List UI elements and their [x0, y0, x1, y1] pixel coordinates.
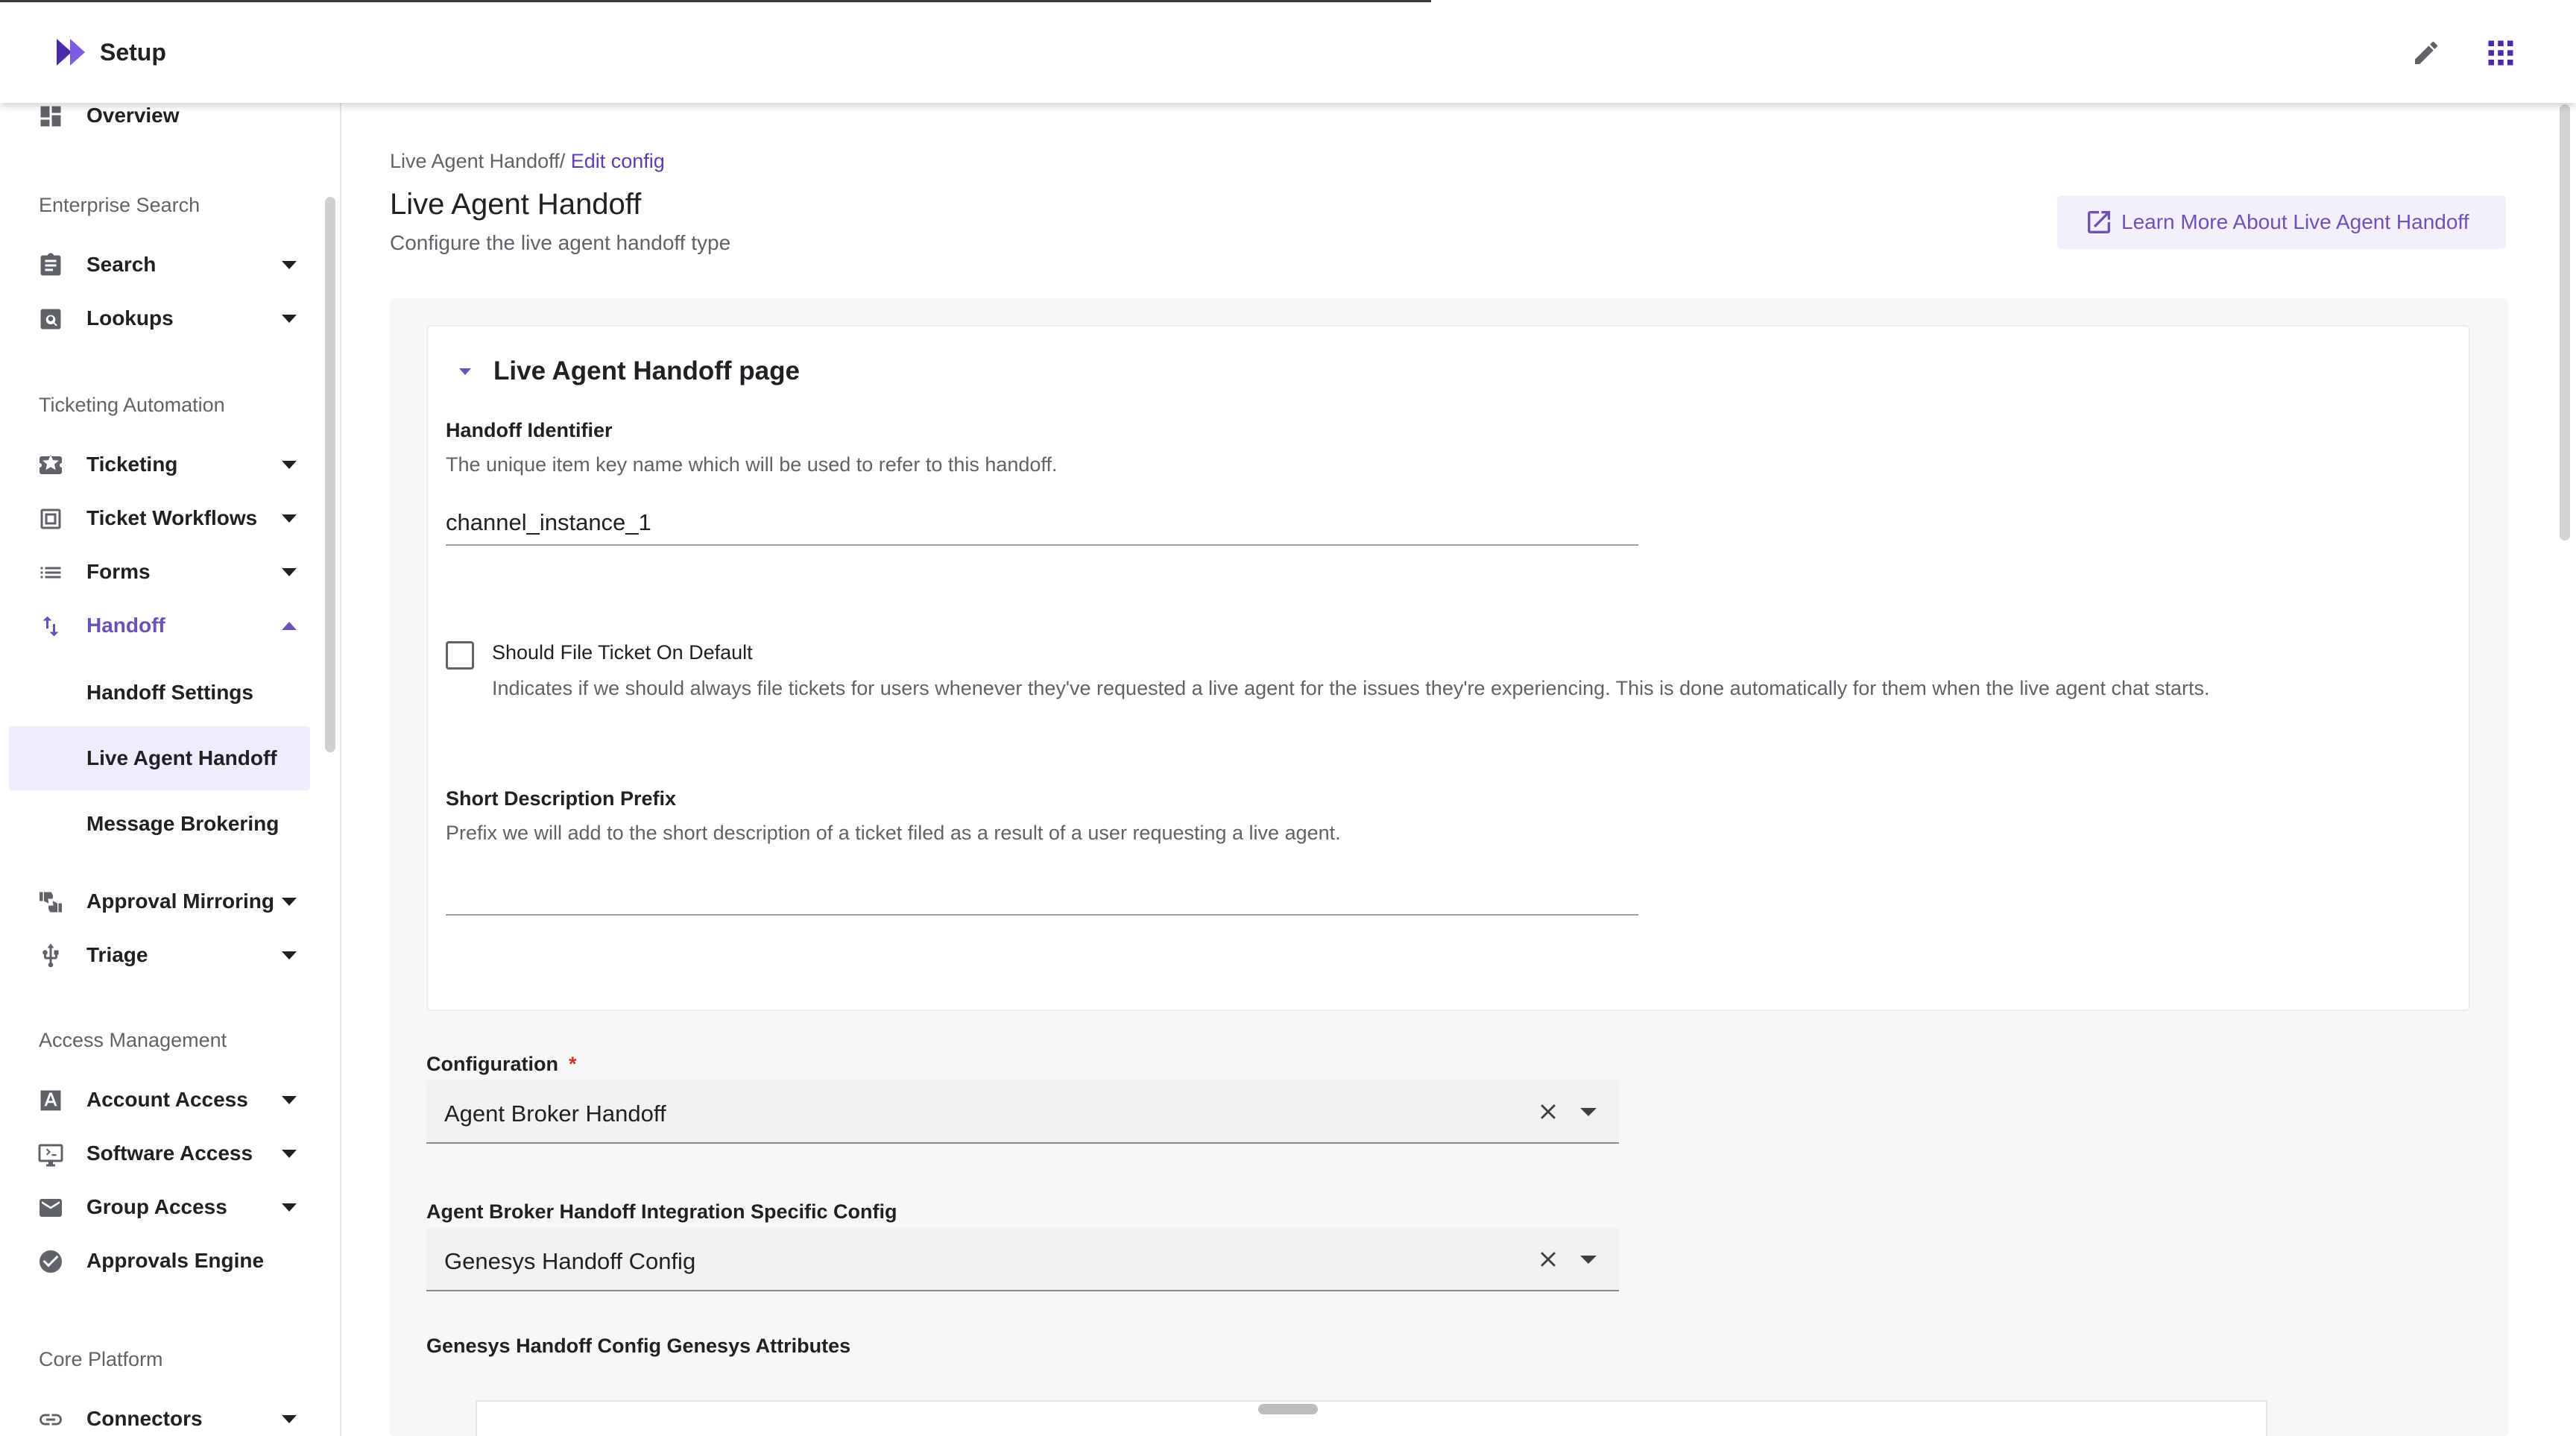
breadcrumb: [390, 148, 665, 174]
apps-grid-button[interactable]: [2482, 34, 2519, 72]
chevron-down-icon: [282, 1203, 297, 1212]
handoff-identifier-label: Handoff Identifier: [446, 419, 613, 441]
sidebar-item-label: Software Access: [86, 1141, 253, 1165]
sidebar-item-label: Lookups: [86, 306, 174, 330]
sidebar-item-label: Forms: [86, 560, 151, 583]
short-desc-prefix-help: Prefix we will add to the short description of a ticket filed as a result of a user requesting a live agent.: [446, 822, 1341, 844]
swap-vertical-icon: [36, 613, 66, 640]
breadcrumb-separator: /: [559, 150, 566, 172]
section-title-access-management: Access Management: [39, 1029, 227, 1051]
fast-forward-icon[interactable]: [54, 36, 89, 69]
top-app-bar: [0, 0, 2576, 103]
sidebar-item-label: Search: [86, 253, 157, 276]
page-subtitle: Configure the live agent handoff type: [390, 231, 731, 254]
sidebar-item-label: Handoff: [86, 614, 165, 637]
chevron-down-icon[interactable]: [1580, 1256, 1597, 1264]
clipboard-icon: [36, 252, 66, 279]
sidebar-item-label: Group Access: [86, 1195, 227, 1218]
sidebar-item-lookups[interactable]: [0, 295, 321, 341]
sidebar-item-connectors[interactable]: [0, 1396, 321, 1436]
chevron-down-icon: [282, 514, 297, 523]
magnify-doc-icon: [36, 306, 66, 333]
sidebar-item-label: Ticket Workflows: [86, 506, 258, 529]
collapse-caret-icon[interactable]: [459, 368, 471, 375]
sidebar-item-label: Overview: [86, 104, 180, 127]
handoff-identifier-input[interactable]: [446, 501, 1638, 546]
sidebar-subitem-live-agent-handoff[interactable]: [9, 726, 310, 790]
link-icon: [36, 1406, 66, 1433]
sidebar-item-approvals-engine[interactable]: [0, 1238, 321, 1284]
sidebar-nav: [0, 103, 321, 1436]
configuration-label-text: Configuration: [426, 1053, 558, 1075]
sidebar-item-label: Approval Mirroring: [86, 889, 275, 913]
configuration-value: Agent Broker Handoff: [444, 1100, 666, 1127]
configuration-select[interactable]: [426, 1080, 1619, 1144]
resize-handle[interactable]: [1258, 1404, 1318, 1414]
sidebar-item-label: Connectors: [86, 1407, 203, 1430]
loading-progress-line: [0, 0, 1431, 2]
sidebar-item-search[interactable]: [0, 242, 321, 288]
genesys-attributes-label: Genesys Handoff Config Genesys Attributes: [426, 1335, 851, 1357]
open-in-new-icon: [2084, 207, 2114, 237]
file-ticket-help: Indicates if we should always file tickets for users whenever they've requested a live agent for the issues they're experiencing. This is done automatically for them when the live agent chat starts.: [492, 677, 2210, 699]
integration-config-label: Agent Broker Handoff Integration Specific Config: [426, 1200, 897, 1223]
sidebar-item-label: Approvals Engine: [86, 1249, 265, 1272]
sidebar-item-ticketing[interactable]: [0, 441, 321, 488]
sidebar-item-group-access[interactable]: [0, 1184, 321, 1230]
short-desc-prefix-label: Short Description Prefix: [446, 787, 677, 810]
sidebar-item-forms[interactable]: [0, 549, 321, 595]
short-desc-prefix-input[interactable]: [446, 871, 1638, 916]
sidebar-item-label: Ticketing: [86, 453, 178, 476]
sidebar-subitem-label: Handoff Settings: [86, 681, 253, 704]
chevron-down-icon: [282, 898, 297, 906]
sidebar-item-label: Account Access: [86, 1088, 248, 1111]
ticket-star-icon: [36, 452, 66, 479]
chevron-down-icon[interactable]: [1580, 1108, 1597, 1116]
sidebar-item-approval-mirroring[interactable]: [0, 878, 321, 925]
sidebar-divider: [340, 103, 341, 1436]
learn-more-button[interactable]: [2057, 195, 2506, 249]
file-ticket-checkbox[interactable]: [446, 641, 474, 670]
sidebar-subitem-handoff-settings[interactable]: [9, 661, 310, 725]
section-title-enterprise-search: Enterprise Search: [39, 194, 201, 216]
chevron-down-icon: [282, 1150, 297, 1158]
breadcrumb-current[interactable]: Edit config: [570, 150, 665, 172]
sidebar-subitem-label: Live Agent Handoff: [86, 746, 277, 769]
pencil-icon: [2411, 38, 2441, 68]
sidebar-item-software-access[interactable]: [0, 1130, 321, 1177]
configuration-label: [426, 1051, 576, 1077]
usb-fork-icon: [36, 942, 66, 969]
sidebar-item-triage[interactable]: [0, 932, 321, 978]
integration-config-select[interactable]: [426, 1227, 1619, 1291]
close-icon[interactable]: [1535, 1099, 1561, 1124]
mail-icon: [36, 1194, 66, 1221]
genesys-attributes-editor[interactable]: [476, 1400, 2267, 1436]
chevron-up-icon: [282, 622, 297, 630]
sidebar-item-label: Triage: [86, 943, 148, 966]
sidebar-item-account-access[interactable]: [0, 1077, 321, 1123]
list-icon: [36, 559, 66, 586]
sidebar-item-handoff[interactable]: [0, 602, 321, 649]
integration-config-value: Genesys Handoff Config: [444, 1248, 696, 1274]
sidebar-item-ticket-workflows[interactable]: [0, 495, 321, 541]
handoff-identifier-help: The unique item key name which will be used to refer to this handoff.: [446, 453, 1058, 476]
close-icon[interactable]: [1535, 1247, 1561, 1272]
sidebar-subitem-message-brokering[interactable]: [9, 792, 310, 856]
section-title-ticketing-automation: Ticketing Automation: [39, 394, 225, 416]
sidebar-scrollbar[interactable]: [325, 197, 335, 752]
chevron-down-icon: [282, 951, 297, 960]
letter-a-icon: [36, 1087, 66, 1114]
page-title: Live Agent Handoff: [390, 188, 642, 221]
chevron-down-icon: [282, 461, 297, 469]
edit-button[interactable]: [2408, 34, 2445, 72]
sidebar-subitem-label: Message Brokering: [86, 812, 280, 835]
chevron-down-icon: [282, 568, 297, 576]
app-title: Setup: [100, 39, 166, 66]
section-title-core-platform: Core Platform: [39, 1348, 163, 1370]
workflow-icon: [36, 506, 66, 532]
main-scrollbar[interactable]: [2560, 104, 2570, 541]
check-circle-icon: [36, 1248, 66, 1275]
chevron-down-icon: [282, 261, 297, 269]
learn-more-label: Learn More About Live Agent Handoff: [2121, 210, 2469, 233]
sidebar-item-overview[interactable]: [0, 103, 321, 139]
breadcrumb-root[interactable]: Live Agent Handoff: [390, 150, 560, 172]
file-ticket-label: Should File Ticket On Default: [492, 641, 753, 664]
monitor-icon: [36, 1141, 66, 1168]
required-mark: *: [568, 1053, 577, 1075]
chevron-down-icon: [282, 1096, 297, 1104]
apps-grid-icon: [2487, 40, 2514, 66]
dashboard-icon: [36, 103, 66, 130]
chevron-down-icon: [282, 1415, 297, 1423]
chevron-down-icon: [282, 315, 297, 323]
thumbs-icon: [36, 889, 66, 916]
section-title[interactable]: Live Agent Handoff page: [493, 356, 800, 385]
